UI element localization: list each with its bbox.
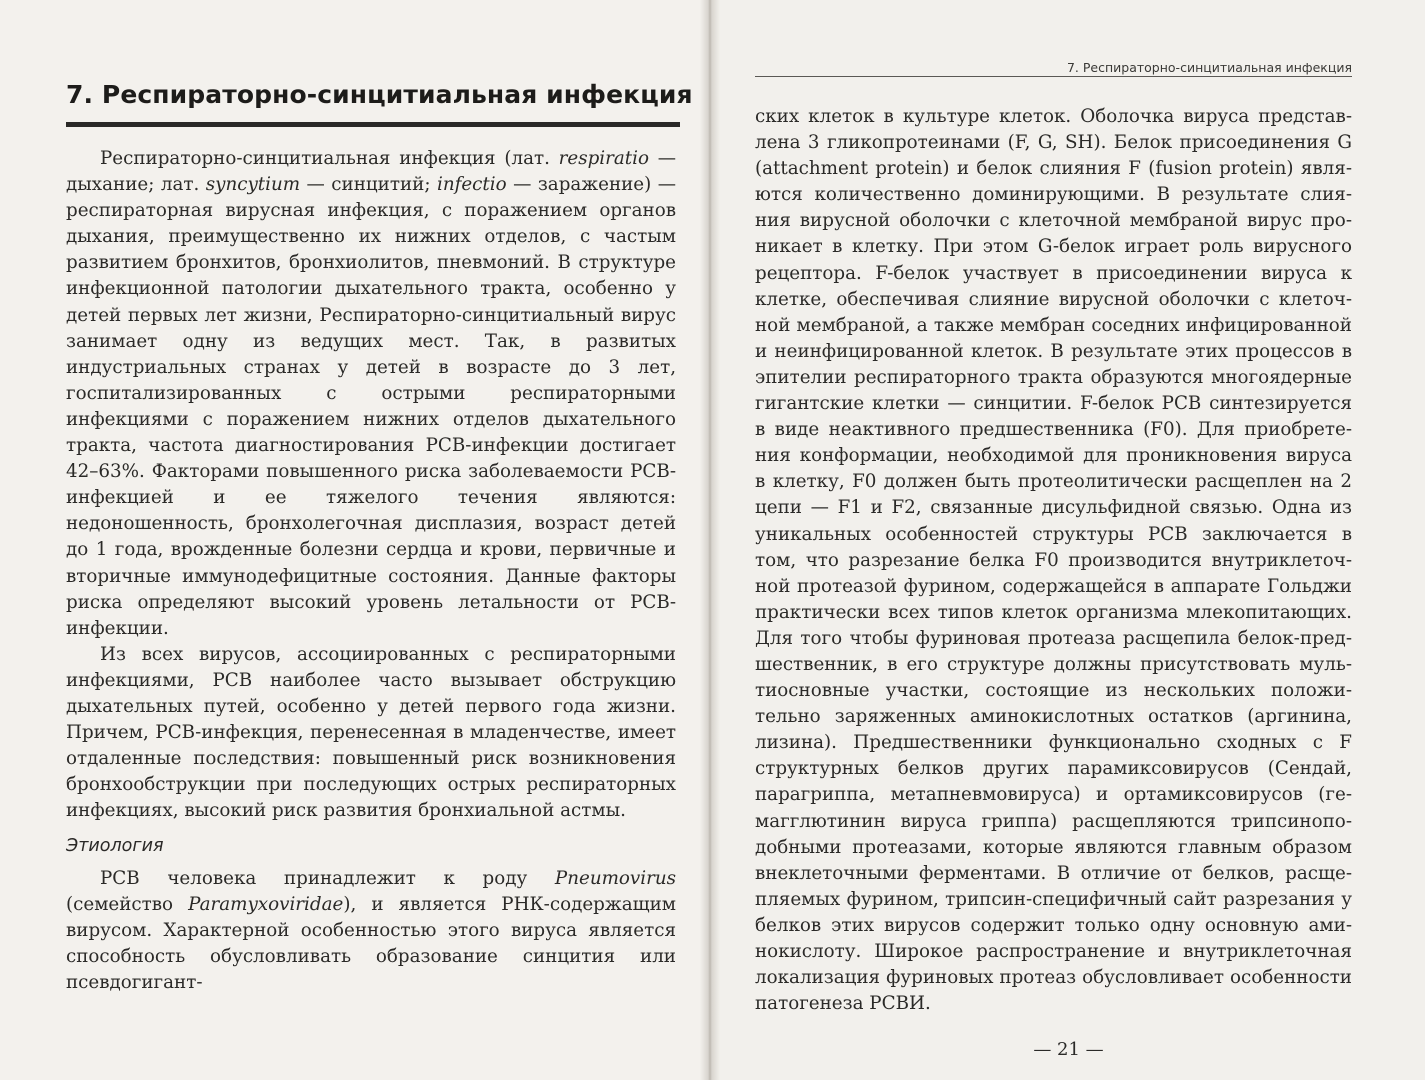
paragraph-continued: ских клеток в культуре клеток. Оболочка вируса представлена 3 гликопротеинами (F, G, SH). Белок присоединения G (attachment protein) и белок слияния F (fusion protein) являются количественно доминирующими. В результате слияния вирусной оболочки с клеточной мембраной вирус проникает в клетку. При этом G-белок играет роль вирусного рецептора. F-белок участвует в присоединении вируса к клетке, обеспечивая слияние вирусной оболочки с клеточной мембраной, а также мембран соседних инфицированной и неинфицированной клеток. В результате этих процессов в эпителии респираторного тракта образуются многоядерные гигантские клетки — синцитии. F-белок РСВ синтезируется в виде неактивного предшественника (F0). Для приобретения конформации, необходимой для проникновения вируса в клетку, F0 должен быть протеолитически расщеплен на 2 цепи — F1 и F2, связанные дисульфидной связью. Одна из уникальных особенностей структуры РСВ заключается в том, что разрезание белка F0 производится внутриклеточной протеазой фурином, содержащейся в аппарате Гольджи практически всех типов клеток организма млекопитающих. Для того чтобы фуриновая протеаза расщепила белок-предшественник, в его структуре должны присутствовать мультиосновные участки, состоящие из нескольких положительно заряженных аминокислотных остатков (аргинина, лизина). Предшественники функционально сходных с F структурных белков других парамиксовирусов (Сендай, парагриппа, метапневмовируса) и ортамиксовирусов (гемагглютинин вируса гриппа) расщепляются трипсиноподобными протеазами, которые являются главным образом внеклеточными ферментами. В отличие от белков, расщепляемых фурином, трипсин-специфичный сайт разрезания у белков этих вирусов содержит только одну основную аминокислоту. Широкое распространение и внутриклеточная локализация фуриновых протеаз обусловливает особенности патогенеза РСВИ. xyxy=(755,106,1352,1015)
left-page xyxy=(0,0,708,1080)
running-head: 7. Респираторно-синцитиальная инфекция xyxy=(1066,60,1352,75)
paragraph-obstruction: Из всех вирусов, ассоциированных с респираторными инфекциями, РСВ наиболее часто вызывает обструкцию дыхательных путей, особенно у детей первого года жизни. Причем, РСВ-инфекция, перенесенная в младенчестве, имеет отдаленные последствия: повышенный риск возникновения бронхообструкции при последующих острых респираторных инфекциях, высокий риск развития бронхиальной астмы. xyxy=(66,643,676,822)
paragraph-definition: Респираторно-синцитиальная инфекция (лат. respiratio — дыхание; лат. syncytium — синцитий; infectio — заражение) — респираторная вирусная инфекция, с поражением органов дыхания, преимущественно их нижних отделов, с частым развитием бронхитов, бронхиолитов, пневмоний. В структуре инфекционной патологии дыхательного тракта, особенно у детей первых лет жизни, Респираторно-синцитиальный вирус занимает одну из ведущих мест. Так, в развитых индустриальных странах у детей в возрасте до 3 лет, госпитализированных с острыми респираторными инфекциями с поражением нижних отделов дыхательного тракта, частота диагностирования РСВ-инфекции достигает 42–63%. Факторами повышенного риска заболеваемости РСВ-инфекцией и ее тяжелого течения являются: недоношенность, бронхолегочная дисплазия, возраст детей до 1 года, врожденные болезни сердца и крови, первичные и вторичные иммунодефицитные состояния. Данные факторы риска определяют высокий уровень летальности от РСВ-инфекции. xyxy=(66,148,677,639)
chapter-heading: 7. Респираторно-синцитиальная инфекция xyxy=(66,80,693,109)
right-page xyxy=(712,0,1425,1080)
heading-rule xyxy=(66,122,680,127)
right-body-text xyxy=(755,104,1352,1017)
page-number: — 21 — xyxy=(1033,1039,1104,1060)
running-head-rule xyxy=(755,76,1352,77)
paragraph-etiology: РСВ человека принадлежит к роду Pneumovirus (семейство Paramyxoviridae), и является РНК-содержащим вирусом. Характерной особенностью этого вируса является способность обусловливать образование синцития или псевдогигант- xyxy=(66,867,676,993)
left-body-text xyxy=(66,146,676,996)
book-gutter xyxy=(700,0,720,1080)
subheading-etiology: Этиология xyxy=(66,836,164,857)
